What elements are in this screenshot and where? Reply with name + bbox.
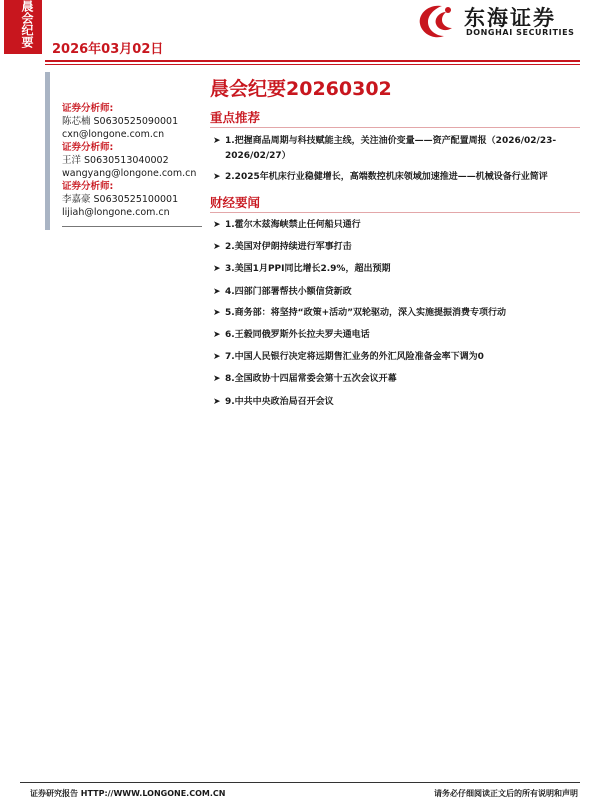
highlight-item-text: 1.把握商品周期与科技赋能主线，关注油价变量——资产配置周报（2026/02/23-2026/02/27） [225,136,557,161]
analyst-email[interactable]: lijiah@longone.com.cn [62,207,170,218]
analyst-divider [62,226,202,227]
section-heading-news: 财经要闻 [210,195,261,210]
news-item-text: 6.王毅同俄罗斯外长拉夫罗夫通电话 [225,330,370,340]
arrow-right-icon: ➤ [213,172,221,182]
arrow-right-icon: ➤ [213,397,221,407]
sidebar-accent-bar [45,72,50,230]
page-title: 晨会纪要20260302 [210,78,392,100]
news-item-text: 2.美国对伊朗持续进行军事打击 [225,242,352,252]
news-item-text: 8.全国政协十四届常委会第十五次会议开幕 [225,374,397,384]
analyst-label: 证券分析师: [62,103,114,114]
analyst-name: 李嘉豪 S0630525100001 [62,194,179,205]
highlight-item-text: 2.2025年机床行业稳健增长，高端数控机床领域加速推进——机械设备行业简评 [225,172,548,182]
news-item[interactable] [213,395,581,410]
arrow-right-icon: ➤ [213,330,221,340]
section-divider [210,212,580,213]
news-item-text: 7.中国人民银行决定将远期售汇业务的外汇风险准备金率下调为0 [225,352,484,362]
section-heading-highlights: 重点推荐 [210,110,261,125]
section-tab-label: 晨会纪要 [20,0,34,48]
donghai-logo-icon [412,2,458,42]
news-item[interactable] [213,285,581,300]
arrow-right-icon: ➤ [213,242,221,252]
news-item-text: 9.中共中央政治局召开会议 [225,397,334,407]
highlight-item[interactable] [213,170,581,185]
highlight-item[interactable] [213,134,581,164]
footer-disclaimer: 请务必仔细阅读正文后的所有说明和声明 [434,789,578,798]
news-item[interactable] [213,328,581,343]
arrow-right-icon: ➤ [213,352,221,362]
analyst-label: 证券分析师: [62,142,114,153]
arrow-right-icon: ➤ [213,374,221,384]
arrow-right-icon: ➤ [213,308,221,318]
section-tab [4,0,42,54]
arrow-right-icon: ➤ [213,136,221,146]
news-item-text: 5.商务部：将坚持“政策+活动”双轮驱动，深入实施提振消费专项行动 [225,308,507,318]
news-item[interactable] [213,372,581,387]
analyst-label: 证券分析师: [62,181,114,192]
news-item[interactable] [213,218,581,233]
news-item-text: 1.霍尔木兹海峡禁止任何船只通行 [225,220,361,230]
news-item[interactable] [213,306,581,321]
logo-text-cn: 东海证券 [464,6,556,30]
analyst-name: 王洋 S0630513040002 [62,155,169,166]
header-divider-thin [45,64,580,65]
news-item[interactable] [213,240,581,255]
news-item[interactable] [213,350,581,365]
footer-divider [20,782,580,783]
logo-text-en: DONGHAI SECURITIES [466,28,575,37]
company-logo [412,2,582,42]
news-item-text: 3.美国1月PPI同比增长2.9%，超出预期 [225,264,391,274]
analyst-name: 陈芯楠 S0630525090001 [62,116,179,127]
news-item-text: 4.四部门部署帮扶小额信贷新政 [225,287,352,297]
arrow-right-icon: ➤ [213,287,221,297]
arrow-right-icon: ➤ [213,220,221,230]
header-divider [45,60,580,62]
footer-source[interactable]: 证券研究报告 HTTP://WWW.LONGONE.COM.CN [30,789,226,798]
news-item[interactable] [213,262,581,277]
analyst-email[interactable]: cxn@longone.com.cn [62,129,165,140]
arrow-right-icon: ➤ [213,264,221,274]
analyst-list [62,102,196,219]
report-date: 2026年03月02日 [52,42,164,57]
analyst-email[interactable]: wangyang@longone.com.cn [62,168,197,179]
section-divider [210,127,580,128]
